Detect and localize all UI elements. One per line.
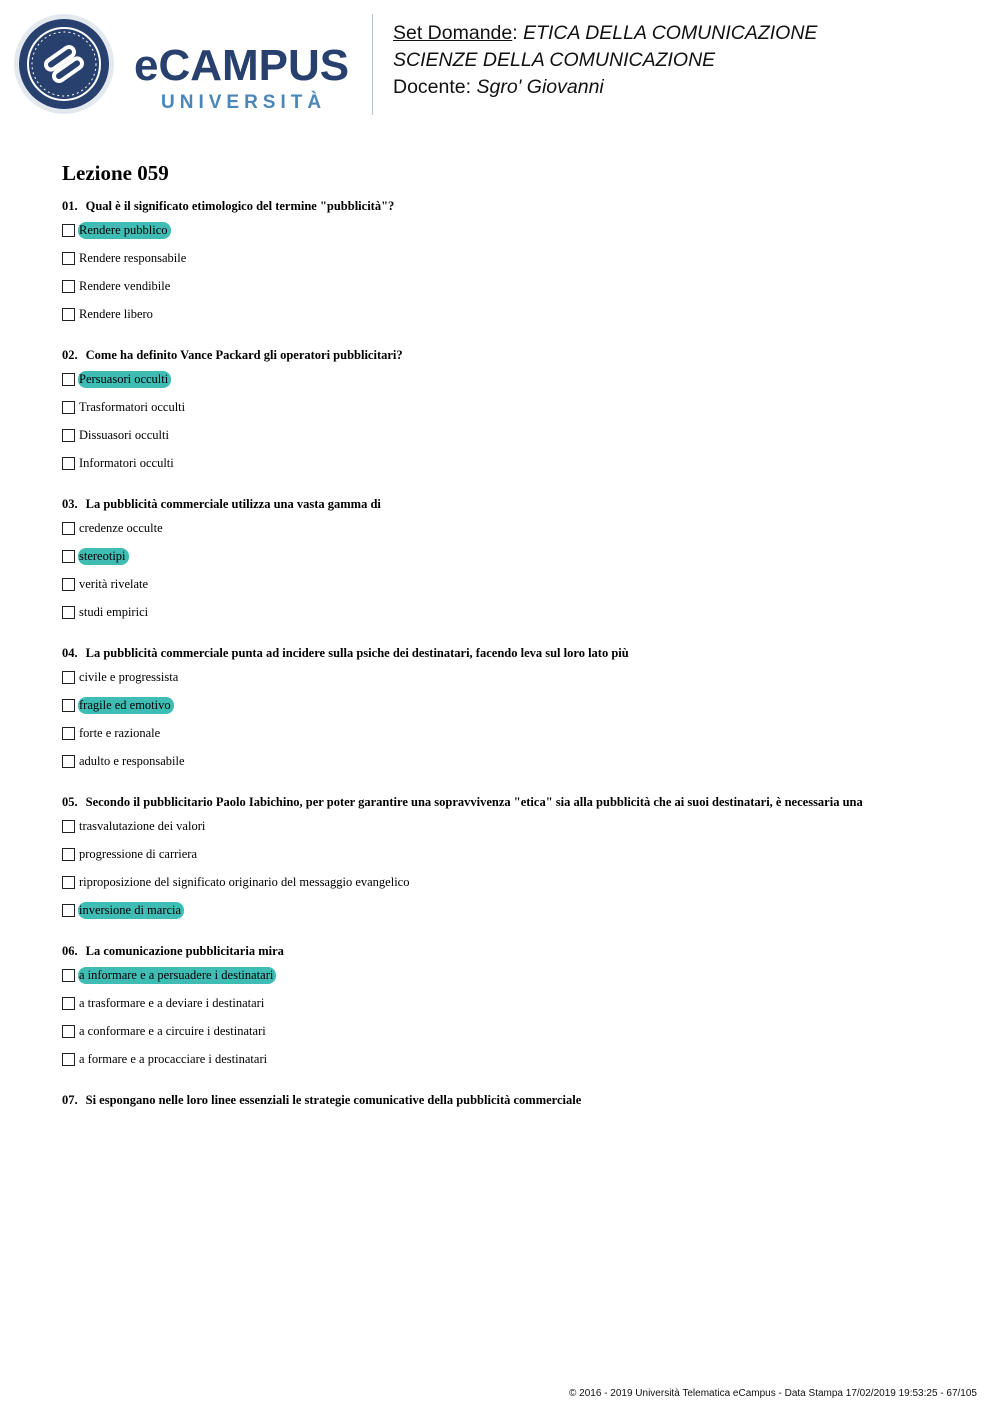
answer-option[interactable]: [62, 1045, 962, 1073]
header-divider: [372, 14, 373, 115]
question-label: La pubblicità commerciale utilizza una vasta gamma di: [85, 497, 381, 511]
question-text: [62, 197, 962, 216]
question-text: [62, 495, 962, 514]
question-block: [62, 644, 962, 775]
answer-option[interactable]: [62, 514, 962, 542]
answer-label: Rendere vendibile: [79, 278, 171, 293]
question-text: [62, 793, 962, 812]
answer-checkbox[interactable]: [62, 457, 75, 470]
answer-checkbox[interactable]: [62, 1053, 75, 1066]
question-number: 02.: [62, 348, 78, 362]
course-title: ETICA DELLA COMUNICAZIONE: [523, 22, 818, 44]
answer-option[interactable]: [62, 393, 962, 421]
answer-checkbox[interactable]: [62, 224, 75, 237]
answer-option[interactable]: [62, 300, 962, 328]
answer-option[interactable]: [62, 272, 962, 300]
answer-label: forte e razionale: [79, 725, 161, 740]
question-list: [62, 197, 962, 1128]
answer-label: Rendere responsabile: [79, 250, 187, 265]
answer-option[interactable]: [62, 868, 962, 896]
question-number: 03.: [62, 497, 78, 511]
question-label: Si espongano nelle loro linee essenziali le strategie comunicative della pubblicità commerciale: [85, 1093, 582, 1107]
question-block: [62, 346, 962, 477]
page-header: [0, 0, 1000, 130]
answer-option[interactable]: [62, 896, 962, 924]
question-number: 07.: [62, 1093, 78, 1107]
answer-label: a trasformare e a deviare i destinatari: [79, 995, 265, 1010]
answer-checkbox[interactable]: [62, 1025, 75, 1038]
answer-option[interactable]: [62, 421, 962, 449]
answer-label: Rendere libero: [79, 306, 153, 321]
answer-checkbox[interactable]: [62, 252, 75, 265]
answer-option[interactable]: [62, 365, 962, 393]
question-label: Qual è il significato etimologico del termine "pubblicità"?: [85, 199, 395, 213]
answer-checkbox[interactable]: [62, 429, 75, 442]
answer-label: civile e progressista: [79, 669, 179, 684]
set-line: [393, 20, 817, 47]
answer-checkbox[interactable]: [62, 373, 75, 386]
answer-label: a formare e a procacciare i destinatari: [79, 1051, 268, 1066]
answer-option[interactable]: [62, 1017, 962, 1045]
question-block: [62, 942, 962, 1073]
answer-checkbox[interactable]: [62, 671, 75, 684]
answer-label: studi empirici: [79, 604, 149, 619]
set-label: Set Domande: [393, 22, 513, 44]
answer-label-correct: fragile ed emotivo: [78, 697, 174, 714]
answer-label: adulto e responsabile: [79, 753, 185, 768]
teacher-label: Docente:: [393, 76, 477, 98]
answer-checkbox[interactable]: [62, 578, 75, 591]
lesson-title: Lezione 059: [62, 161, 169, 185]
teacher-name: Sgro' Giovanni: [476, 76, 604, 98]
answer-checkbox[interactable]: [62, 969, 75, 982]
answer-checkbox[interactable]: [62, 606, 75, 619]
teacher-line: [393, 74, 817, 101]
logo-subtitle: UNIVERSITÀ: [161, 92, 327, 113]
question-label: Secondo il pubblicitario Paolo Iabichino, per poter garantire una sopravvivenza "etica" sia alla pubblicità che ai suoi destinatari, è necessaria una: [85, 795, 863, 809]
question-number: 06.: [62, 944, 78, 958]
answer-checkbox[interactable]: [62, 997, 75, 1010]
question-number: 01.: [62, 199, 78, 213]
answer-label: riproposizione del significato originario del messaggio evangelico: [79, 874, 410, 889]
question-text: [62, 942, 962, 961]
answer-label-correct: a informare e a persuadere i destinatari: [78, 967, 276, 984]
answer-option[interactable]: [62, 216, 962, 244]
answer-label: credenze occulte: [79, 520, 163, 535]
answer-label: Informatori occulti: [79, 455, 174, 470]
question-text: [62, 1091, 962, 1110]
answer-label-correct: inversione di marcia: [78, 902, 184, 919]
answer-checkbox[interactable]: [62, 699, 75, 712]
answer-checkbox[interactable]: [62, 280, 75, 293]
answer-checkbox[interactable]: [62, 820, 75, 833]
answer-option[interactable]: [62, 542, 962, 570]
answer-option[interactable]: [62, 570, 962, 598]
answer-option[interactable]: [62, 244, 962, 272]
question-label: La pubblicità commerciale punta ad incidere sulla psiche dei destinatari, facendo leva sul loro lato più: [85, 646, 629, 660]
answer-label-correct: Rendere pubblico: [78, 222, 171, 239]
answer-option[interactable]: [62, 449, 962, 477]
answer-checkbox[interactable]: [62, 727, 75, 740]
answer-checkbox[interactable]: [62, 550, 75, 563]
answer-option[interactable]: [62, 747, 962, 775]
header-text: [393, 20, 817, 101]
answer-option[interactable]: [62, 719, 962, 747]
program-title: SCIENZE DELLA COMUNICAZIONE: [393, 49, 716, 71]
question-number: 04.: [62, 646, 78, 660]
answer-option[interactable]: [62, 989, 962, 1017]
question-label: La comunicazione pubblicitaria mira: [85, 944, 284, 958]
answer-option[interactable]: [62, 840, 962, 868]
page-footer: © 2016 - 2019 Università Telematica eCampus - Data Stampa 17/02/2019 19:53:25 - 67/105: [569, 1388, 977, 1399]
answer-label-correct: Persuasori occulti: [78, 371, 171, 388]
answer-label: trasvalutazione dei valori: [79, 818, 206, 833]
question-label: Come ha definito Vance Packard gli operatori pubblicitari?: [85, 348, 403, 362]
answer-label: Trasformatori occulti: [79, 399, 186, 414]
answer-label-correct: stereotipi: [78, 548, 129, 565]
answer-checkbox[interactable]: [62, 401, 75, 414]
answer-checkbox[interactable]: [62, 848, 75, 861]
answer-option[interactable]: [62, 812, 962, 840]
question-text: [62, 644, 962, 663]
answer-label: Dissuasori occulti: [79, 427, 169, 442]
answer-label: verità rivelate: [79, 576, 149, 591]
question-number: 05.: [62, 795, 78, 809]
logo-brand: eCAMPUS: [134, 41, 350, 90]
answer-checkbox[interactable]: [62, 308, 75, 321]
question-text: [62, 346, 962, 365]
answer-label: progressione di carriera: [79, 846, 197, 861]
answer-option[interactable]: [62, 961, 962, 989]
set-separator: :: [512, 22, 524, 44]
ecampus-logo: [14, 14, 359, 118]
answer-label: a conformare e a circuire i destinatari: [79, 1023, 266, 1038]
answer-checkbox[interactable]: [62, 904, 75, 917]
answer-option[interactable]: [62, 598, 962, 626]
question-block: [62, 1091, 962, 1110]
answer-checkbox[interactable]: [62, 522, 75, 535]
question-block: [62, 197, 962, 328]
answer-option[interactable]: [62, 691, 962, 719]
answer-checkbox[interactable]: [62, 755, 75, 768]
question-block: [62, 793, 962, 924]
answer-checkbox[interactable]: [62, 876, 75, 889]
answer-option[interactable]: [62, 663, 962, 691]
question-block: [62, 495, 962, 626]
